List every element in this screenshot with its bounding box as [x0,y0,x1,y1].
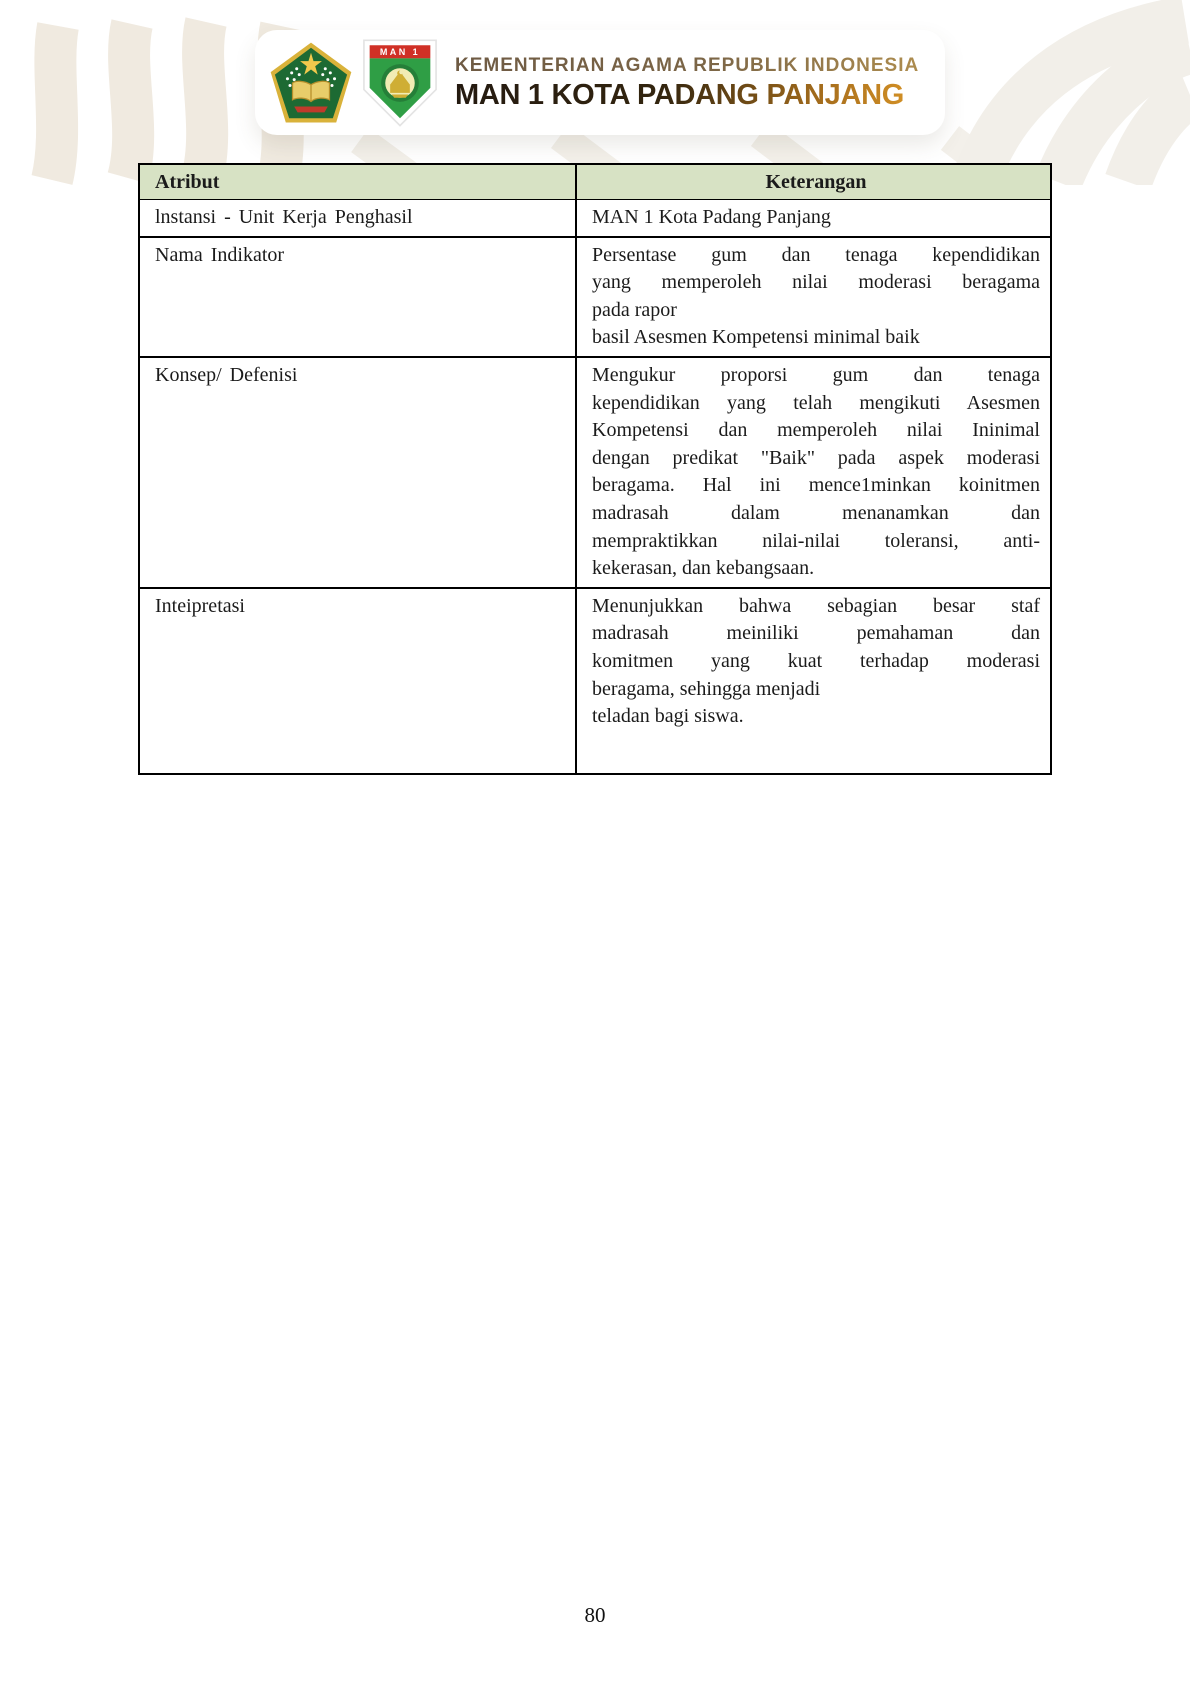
cell-text-line: pada rapor [592,298,677,321]
cell-text-line: mempraktikkan nilai-nilai toleransi, anti- [592,529,1040,552]
keterangan-cell [577,238,1050,356]
cell-text-line: Mengukur proporsi gum dan tenaga [592,363,1040,386]
table-header-row [140,165,1050,199]
atribut-cell: Inteipretasi [140,589,577,773]
man1-logo-icon [359,37,441,129]
atribut-cell: Nama Indikator [140,238,577,356]
keterangan-cell [577,589,1050,773]
ministry-title: KEMENTERIAN AGAMA REPUBLIK INDONESIA [455,54,920,76]
table-row-interpretasi [140,587,1050,773]
kemenag-logo-icon [269,41,353,125]
table-row-nama-indikator [140,236,1050,356]
table-row-instansi [140,199,1050,236]
cell-text-line: kependidikan yang telah mengikuti Asesmen [592,391,1040,414]
cell-text-line: dengan predikat "Baik" pada aspek moderasi [592,446,1040,469]
letterhead-text [455,54,919,112]
man1-banner-text: MAN 1 [379,46,421,57]
column-header-keterangan: Keterangan [765,171,867,193]
cell-text-line: MAN 1 Kota Padang Panjang [592,206,831,228]
letterhead-card [255,30,945,135]
table-row-konsep-defenisi [140,356,1050,587]
cell-text-line: madrasah dalam menanamkan dan [592,501,1040,524]
atribut-cell: Konsep/ Defenisi [140,358,577,587]
column-header-atribut: Atribut [140,165,577,199]
keterangan-cell [577,200,1050,236]
cell-text-line: beragama, sehingga menjadi [592,677,821,700]
indicator-table [138,163,1052,775]
cell-text-line: madrasah meiniliki pemahaman dan [592,622,1040,645]
keterangan-cell [577,358,1050,587]
school-title: MAN 1 KOTA PADANG PANJANG [455,78,919,112]
cell-text-line: kekerasan, dan kebangsaan. [592,557,815,580]
cell-text-line: yang memperoleh nilai moderasi beragama [592,271,1040,294]
cell-text-line: Menunjukkan bahwa sebagian besar staf [592,594,1040,617]
cell-text-line: Kompetensi dan memperoleh nilai Ininimal [592,419,1040,442]
cell-text-line: basil Asesmen Kompetensi minimal baik [592,326,920,349]
page-number: 80 [584,1603,606,1627]
cell-text-line: teladan bagi siswa. [592,705,744,728]
atribut-cell: lnstansi - Unit Kerja Penghasil [140,200,577,236]
cell-text-line: Persentase gum dan tenaga kependidikan [592,243,1040,266]
cell-text-line: komitmen yang kuat terhadap moderasi [592,649,1040,672]
cell-text-line: beragama. Hal ini mence1minkan koinitmen [592,474,1040,497]
